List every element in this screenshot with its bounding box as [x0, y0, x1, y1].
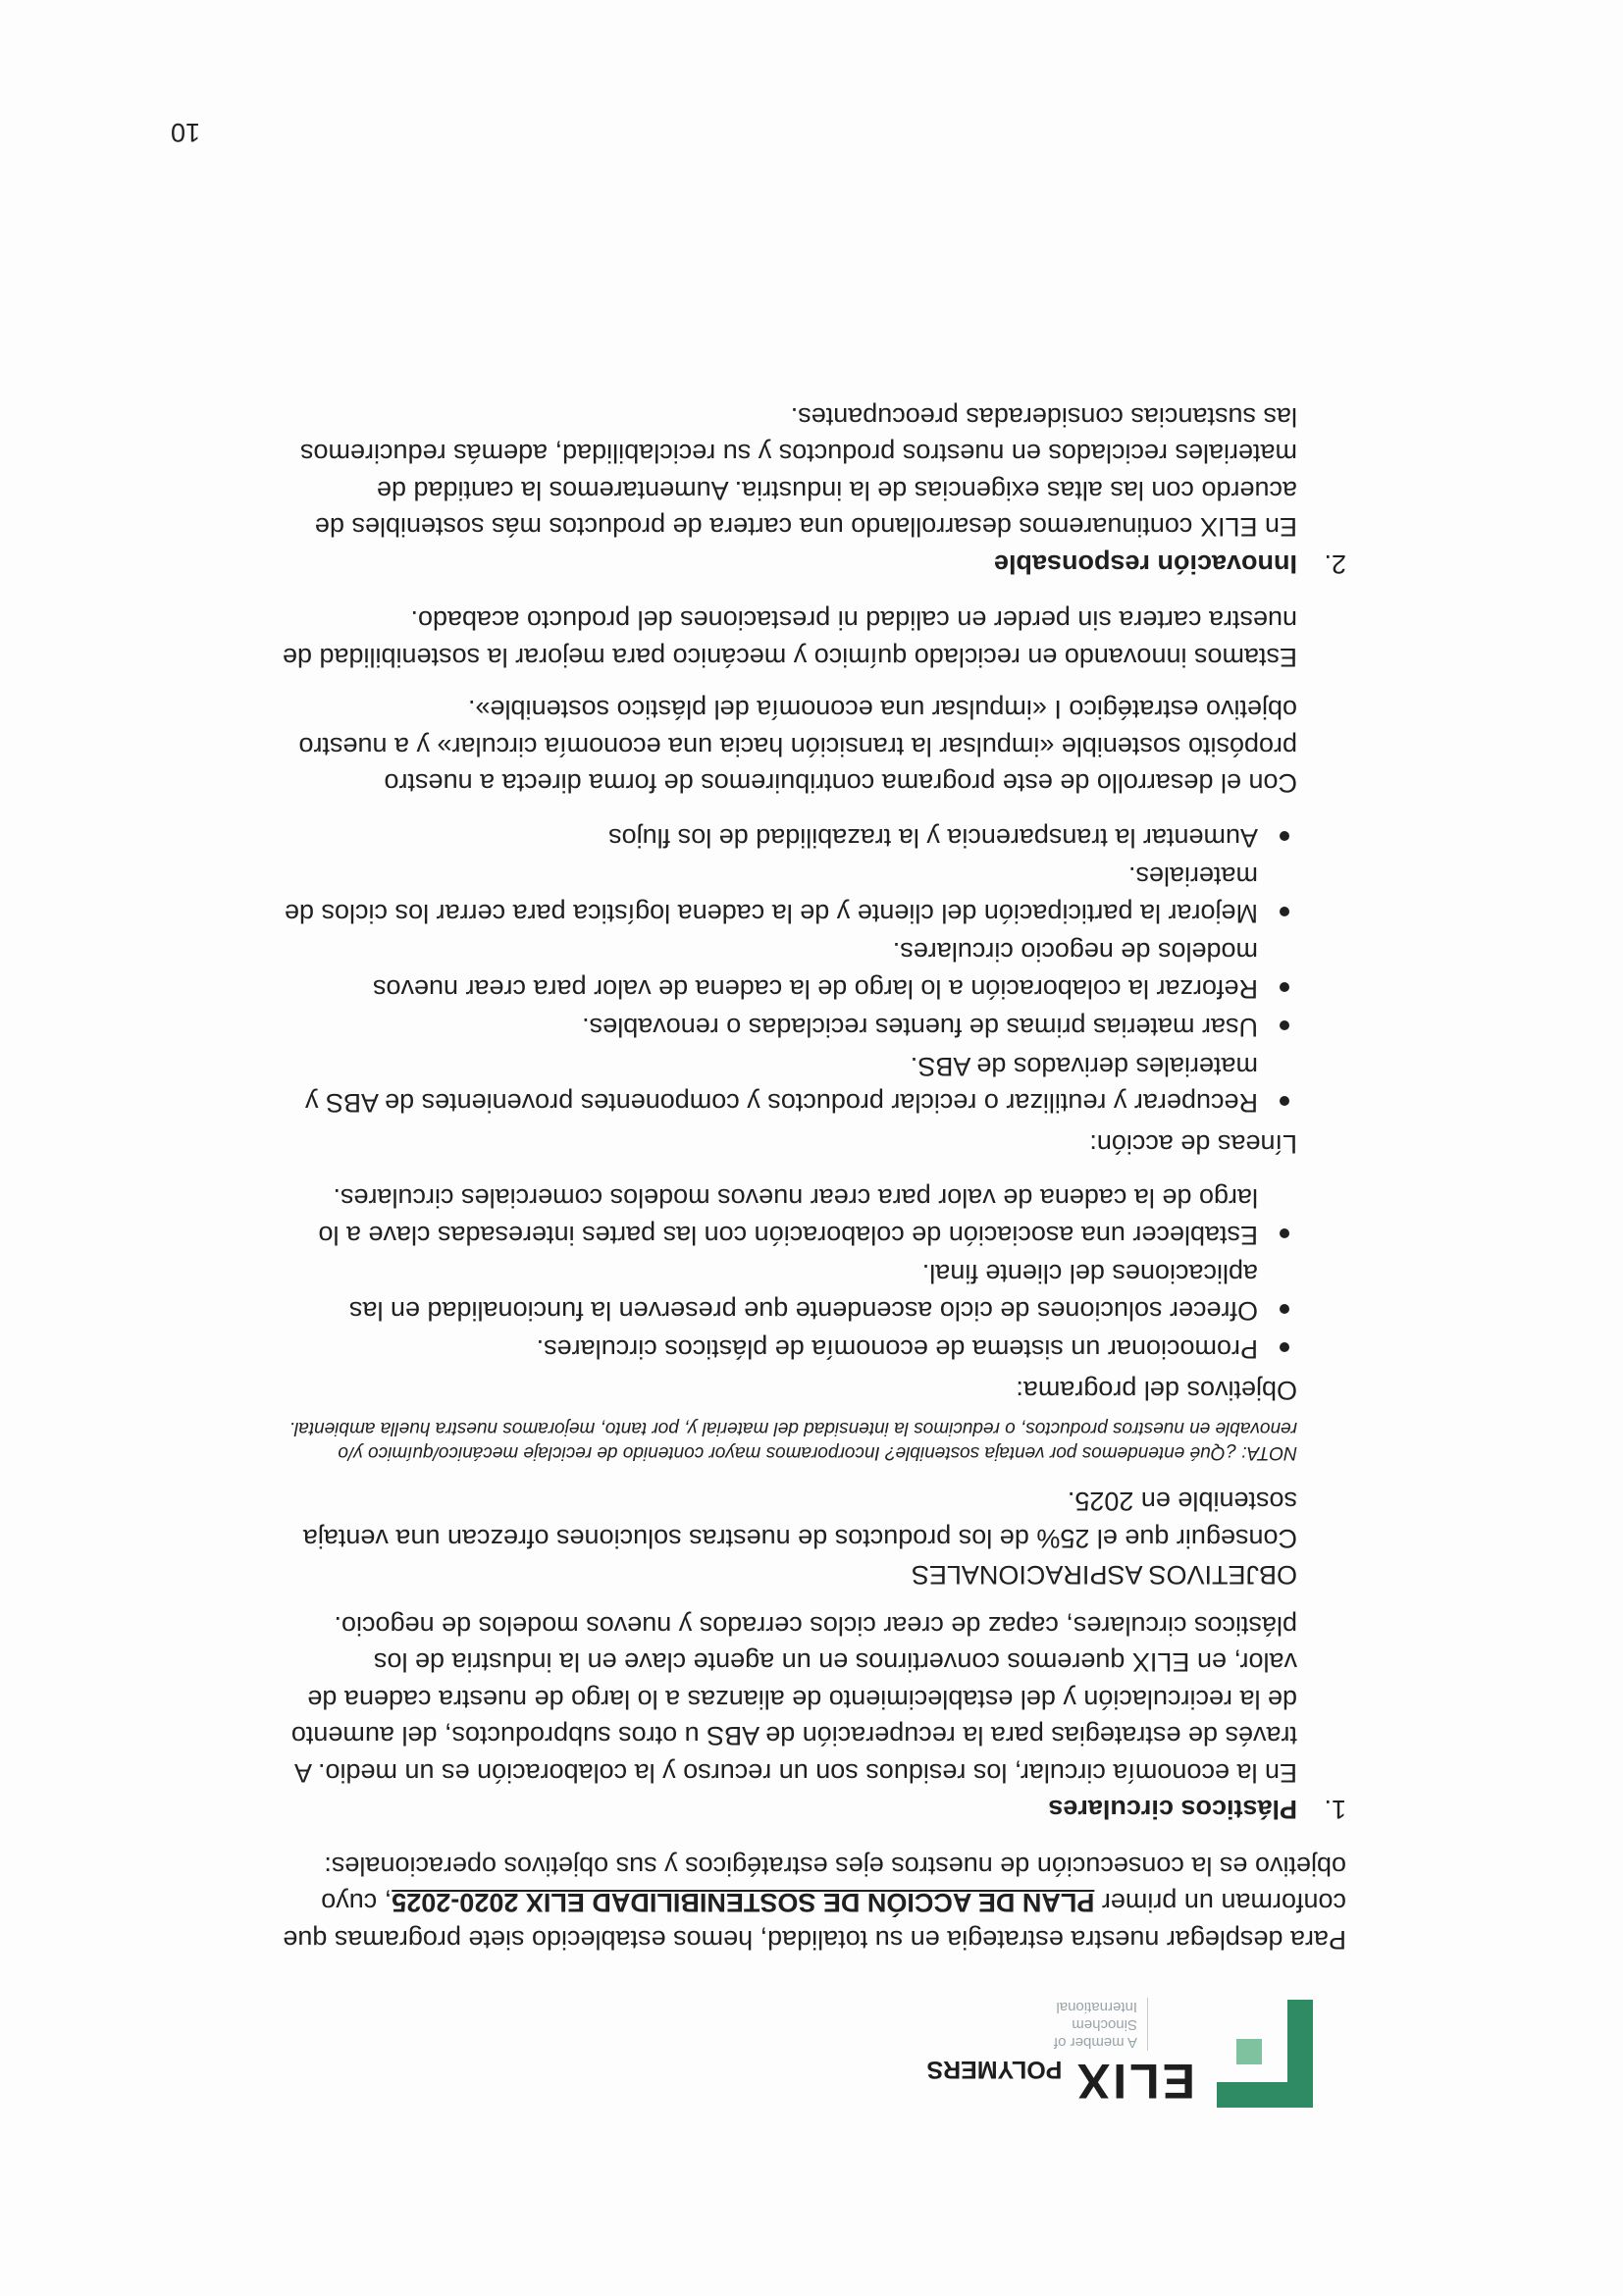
section-1-number: 1.	[1324, 1795, 1346, 1825]
bullet-icon	[1280, 1343, 1289, 1353]
contribution-paragraph: Con el desarrollo de este programa contribuiremos de forma directa a nuestro propósito sostenible «impulsar la transición hacia una economía circular» y a nuestro objetivo estratégico I «impulsar una economía del plástico sostenible».	[298, 695, 1297, 799]
bullet-icon	[1280, 982, 1289, 992]
section-1-body	[277, 601, 1297, 1791]
logo-brand: ELIX	[1073, 2054, 1195, 2109]
innovation-paragraph: Estamos innovando en reciclado químico y mecánico para mejorar la sostenibilidad de nuestra cartera sin perder en calidad ni prestaciones del producto acabado.	[282, 605, 1297, 672]
list-item: Establecer una asociación de colaboración con las partes interesadas clave a lo largo de la cadena de valor para crear nuevos modelos comerciales circulares.	[277, 1179, 1297, 1253]
logo-mark-icon	[1217, 2000, 1313, 2108]
list-item: Usar materias primas de fuentes recicladas o renovables.	[277, 1009, 1297, 1046]
intro-plan-title: PLAN DE ACCIÓN DE SOSTENIBILIDAD ELIX 2020-2025	[392, 1888, 1095, 1918]
logo-product: POLYMERS	[926, 2055, 1063, 2083]
objectives-text: Conseguir que el 25% de los productos de nuestras soluciones ofrezcan una ventaja sostenible en 2025.	[302, 1487, 1297, 1553]
section-2-body	[277, 398, 1297, 546]
objectives-title: OBJETIVOS ASPIRACIONALES	[911, 1560, 1297, 1591]
intro-paragraph	[277, 1848, 1346, 1958]
list-item: Ofrecer soluciones de ciclo ascendente que preserven la funcionalidad en las aplicaciones del cliente final.	[277, 1255, 1297, 1329]
section-1-title: Plásticos circulares	[1048, 1795, 1297, 1825]
action-lines-list	[277, 819, 1297, 1122]
logo-tagline-1: A member of	[1053, 2034, 1137, 2051]
action-lines-title: Líneas de acción:	[1089, 1129, 1297, 1159]
sustainability-note: NOTA: ¿Qué entendemos por ventaja sostenible? Incorporamos mayor contenido de reciclaje mecánico/químico y/o renovable en nuestros productos, o reducimos la intensidad del material y, por tanto, mejoramos nuestra huella ambiental.	[288, 1418, 1297, 1463]
bullet-icon	[1280, 1304, 1289, 1314]
section-2-number: 2.	[1324, 549, 1346, 579]
section-1-heading	[277, 1791, 1346, 1828]
logo-wordmark	[881, 2055, 1195, 2108]
intro-text-before: Para desplegar nuestra estrategia en su totalidad, hemos establecido siete programas que conforman un primer	[283, 1888, 1346, 1955]
list-item: Recuperar y reutilizar o reciclar productos y componentes provenientes de ABS y materiales derivados de ABS.	[277, 1048, 1297, 1122]
bullet-icon	[1280, 831, 1289, 841]
page-number: 10	[170, 118, 200, 147]
bullet-icon	[1280, 1228, 1289, 1238]
section-2-title: Innovación responsable	[993, 549, 1297, 579]
section-2-heading	[277, 546, 1346, 583]
bullet-icon	[1280, 1097, 1289, 1107]
list-item: Promocionar un sistema de economía de plásticos circulares.	[277, 1331, 1297, 1368]
program-objectives-list	[277, 1179, 1297, 1368]
bullet-icon	[1280, 1021, 1289, 1031]
section-2-paragraph: En ELIX continuaremos desarrollando una cartera de productos más sostenibles de acuerdo con las altas exigencias de la industria. Aumentaremos la cantidad de materiales reciclados en nuestros productos y su reciclabilidad, además reduciremos las sustancias consideradas preocupantes.	[300, 402, 1297, 543]
logo-tagline-2: Sinochem	[1072, 2016, 1137, 2033]
program-objectives-title: Objetivos del programa:	[1016, 1376, 1297, 1405]
list-item: Aumentar la transparencia y la trazabilidad de los flujos	[277, 819, 1297, 857]
logo-tagline	[1054, 1998, 1148, 2051]
list-item: Reforzar la colaboración a lo largo de la cadena de valor para crear nuevos modelos de negocio circulares.	[277, 933, 1297, 1007]
intro-text-after: , cuyo objetivo es la consecución de nuestros ejes estratégicos y sus objetivos operacionales:	[321, 1852, 1346, 1918]
logo-tagline-3: International	[1056, 1999, 1137, 2015]
document-body	[277, 398, 1346, 1958]
list-item: Mejorar la participación del cliente y de la cadena logística para cerrar los ciclos de materiales.	[277, 858, 1297, 931]
bullet-icon	[1280, 907, 1289, 916]
section-1-paragraph: En la economía circular, los residuos son un recurso y la colaboración es un medio. A través de estrategias para la recuperación de ABS u otros subproductos, del aumento de la recirculación y del establecimiento de alianzas a lo largo de nuestra cadena de valor, en ELIX queremos convertirnos en un agente clave en la industria de los plásticos circulares, capaz de crear ciclos cerrados y nuevos modelos de negocio.	[290, 1611, 1297, 1788]
elix-polymers-logo	[881, 1980, 1313, 2108]
